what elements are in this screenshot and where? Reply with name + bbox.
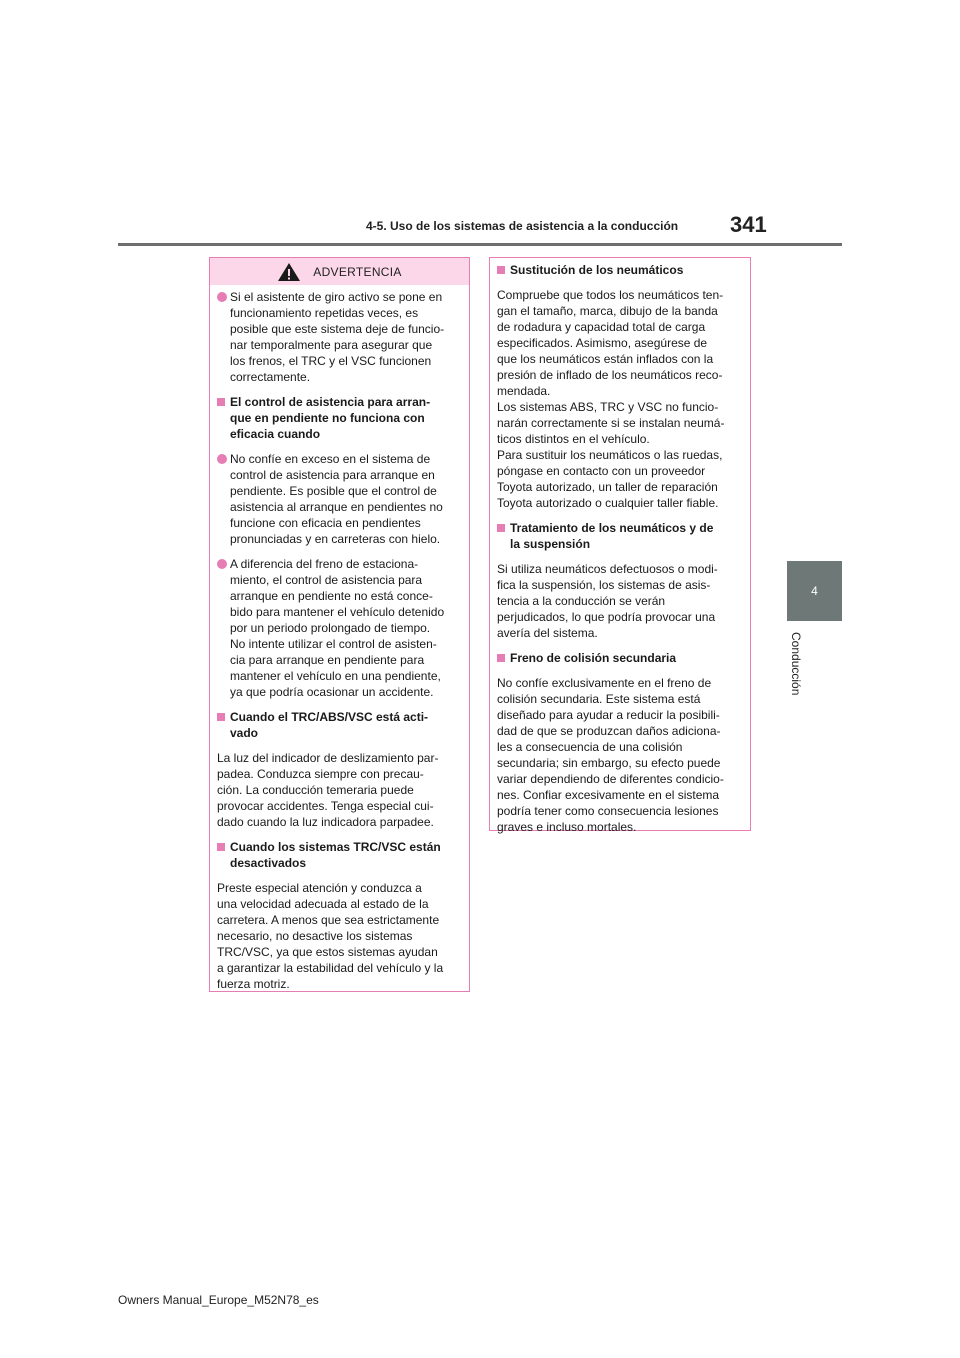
text-line: una velocidad adecuada al estado de la — [217, 897, 429, 911]
text-line: pendiente. Es posible que el control de — [230, 484, 437, 498]
subsection-heading — [497, 520, 743, 552]
text-line: funcionamiento repetidas veces, es — [230, 306, 419, 320]
text-line: ya que podría ocasionar un accidente. — [230, 685, 434, 699]
text-line: a garantizar la estabilidad del vehículo y la — [217, 961, 444, 975]
text-line: padea. Conduzca siempre con precau- — [217, 767, 424, 781]
spacer — [217, 830, 462, 839]
text-line: No confíe en exceso en el sistema de — [230, 452, 431, 466]
warning-title: ADVERTENCIA — [313, 264, 402, 279]
square-bullet-icon — [497, 654, 505, 662]
text-line: Si utiliza neumáticos defectuosos o modi- — [497, 562, 718, 576]
text-line: correctamente. — [230, 370, 311, 384]
text-line: Para sustituir los neumáticos o las ruedas, — [497, 448, 723, 462]
text-line: mantener el vehículo en una pendiente, — [230, 669, 441, 683]
text-line: Los sistemas ABS, TRC y VSC no funcio- — [497, 400, 719, 414]
spacer — [497, 511, 743, 520]
text-line: TRC/VSC, ya que estos sistemas ayudan — [217, 945, 438, 959]
chapter-label: Conducción — [789, 632, 803, 696]
text-line: les a consecuencia de una colisión — [497, 740, 683, 754]
text-line: gan el tamaño, marca, dibujo de la banda — [497, 304, 718, 318]
bullet-item — [217, 556, 462, 700]
text-line: secundaria; sin embargo, su efecto puede — [497, 756, 721, 770]
text-line: narán correctamente si se instalan neumá- — [497, 416, 725, 430]
paragraph — [497, 675, 743, 835]
spacer — [497, 666, 743, 675]
spacer — [217, 700, 462, 709]
bullet-item — [217, 451, 462, 547]
subsection-heading — [217, 709, 462, 741]
text-line: necesario, no desactive los sistemas — [217, 929, 413, 943]
spacer — [497, 278, 743, 287]
text-line: miento, el control de asistencia para — [230, 573, 423, 587]
text-line: perjudicados, lo que podría provocar una — [497, 610, 716, 624]
text-line: nar temporalmente para asegurar que — [230, 338, 433, 352]
text-line: vado — [230, 726, 259, 740]
text-line: dado cuando la luz indicadora parpadee. — [217, 815, 434, 829]
text-line: Cuando los sistemas TRC/VSC están — [230, 840, 441, 854]
text-line: provocar accidentes. Tenga especial cui- — [217, 799, 434, 813]
spacer — [217, 547, 462, 556]
text-line: eficacia cuando — [230, 427, 321, 441]
text-line: desactivados — [230, 856, 307, 870]
text-line: Compruebe que todos los neumáticos ten- — [497, 288, 724, 302]
text-line: de rodadura y capacidad total de carga — [497, 320, 706, 334]
paragraph — [497, 287, 743, 511]
text-line: La luz del indicador de deslizamiento par- — [217, 751, 439, 765]
page-number: 341 — [730, 212, 767, 237]
bullet-item — [217, 289, 462, 385]
subsection-heading — [217, 394, 462, 442]
spacer — [497, 641, 743, 650]
circle-bullet-icon — [217, 292, 227, 302]
text-line: especificados. Asimismo, asegúrese de — [497, 336, 708, 350]
text-line: Freno de colisión secundaria — [510, 651, 677, 665]
square-bullet-icon — [217, 843, 225, 851]
text-line: cia para arranque en pendiente para — [230, 653, 425, 667]
text-line: carretera. A menos que sea estrictamente — [217, 913, 440, 927]
text-line: No confíe exclusivamente en el freno de — [497, 676, 712, 690]
text-line: que en pendiente no funciona con — [230, 411, 425, 425]
warning-triangle-icon — [277, 262, 301, 282]
warning-header — [210, 258, 469, 285]
header-rule — [118, 243, 842, 246]
square-bullet-icon — [497, 266, 505, 274]
text-line: funcione con eficacia en pendientes — [230, 516, 421, 530]
square-bullet-icon — [497, 524, 505, 532]
text-line: Tratamiento de los neumáticos y de — [510, 521, 714, 535]
text-line: tencia a la conducción se verán — [497, 594, 666, 608]
square-bullet-icon — [217, 398, 225, 406]
text-line: variar dependiendo de diferentes condicio- — [497, 772, 724, 786]
text-line: graves e incluso mortales. — [497, 820, 637, 834]
spacer — [217, 741, 462, 750]
text-line: que los neumáticos están inflados con la — [497, 352, 714, 366]
paragraph — [217, 750, 462, 830]
text-line: A diferencia del freno de estaciona- — [230, 557, 419, 571]
text-line: Toyota autorizado o cualquier taller fiable. — [497, 496, 719, 510]
text-line: póngase en contacto con un proveedor — [497, 464, 706, 478]
text-line: colisión secundaria. Este sistema está — [497, 692, 701, 706]
paragraph — [217, 880, 462, 992]
text-line: fica la suspensión, los sistemas de asis- — [497, 578, 711, 592]
chapter-number: 4 — [811, 584, 818, 598]
spacer — [217, 442, 462, 451]
text-line: Sustitución de los neumáticos — [510, 263, 684, 277]
text-line: dad de que se produzcan daños adiciona- — [497, 724, 721, 738]
text-line: Preste especial atención y conduzca a — [217, 881, 422, 895]
text-line: Cuando el TRC/ABS/VSC está acti- — [230, 710, 429, 724]
subsection-heading — [497, 262, 743, 278]
text-line: diseñado para ayudar a reducir la posibili- — [497, 708, 720, 722]
chapter-tab — [787, 561, 842, 621]
paragraph — [497, 561, 743, 641]
text-line: arranque en pendiente no está conce- — [230, 589, 433, 603]
text-line: El control de asistencia para arran- — [230, 395, 431, 409]
spacer — [497, 552, 743, 561]
text-line: ción. La conducción temeraria puede — [217, 783, 414, 797]
spacer — [217, 385, 462, 394]
subsection-heading — [497, 650, 743, 666]
subsection-heading — [217, 839, 462, 871]
circle-bullet-icon — [217, 559, 227, 569]
text-line: pronunciadas y en carreteras con hielo. — [230, 532, 441, 546]
text-line: podría tener como consecuencia lesiones — [497, 804, 719, 818]
footer-text: Owners Manual_Europe_M52N78_es — [118, 1293, 319, 1307]
text-line: asistencia al arranque en pendientes no — [230, 500, 443, 514]
text-line: fuerza motriz. — [217, 977, 290, 991]
circle-bullet-icon — [217, 454, 227, 464]
text-line: Toyota autorizado, un taller de reparación — [497, 480, 718, 494]
text-line: la suspensión — [510, 537, 591, 551]
warning-box — [209, 257, 470, 992]
text-line: mendada. — [497, 384, 551, 398]
info-box — [489, 257, 751, 834]
text-line: avería del sistema. — [497, 626, 598, 640]
section-title: 4-5. Uso de los sistemas de asistencia a la conducción — [366, 219, 679, 233]
text-line: nes. Confiar excesivamente en el sistema — [497, 788, 720, 802]
text-line: Si el asistente de giro activo se pone en — [230, 290, 443, 304]
text-line: posible que este sistema deje de funcio- — [230, 322, 445, 336]
spacer — [217, 871, 462, 880]
warning-body — [210, 285, 469, 992]
text-line: No intente utilizar el control de asisten- — [230, 637, 437, 651]
text-line: bido para mantener el vehículo detenido — [230, 605, 445, 619]
text-line: presión de inflado de los neumáticos reco- — [497, 368, 723, 382]
text-line: los frenos, el TRC y el VSC funcionen — [230, 354, 432, 368]
text-line: ticos distintos en el vehículo. — [497, 432, 650, 446]
square-bullet-icon — [217, 713, 225, 721]
text-line: control de asistencia para arranque en — [230, 468, 435, 482]
text-line: por un periodo prolongado de tiempo. — [230, 621, 431, 635]
